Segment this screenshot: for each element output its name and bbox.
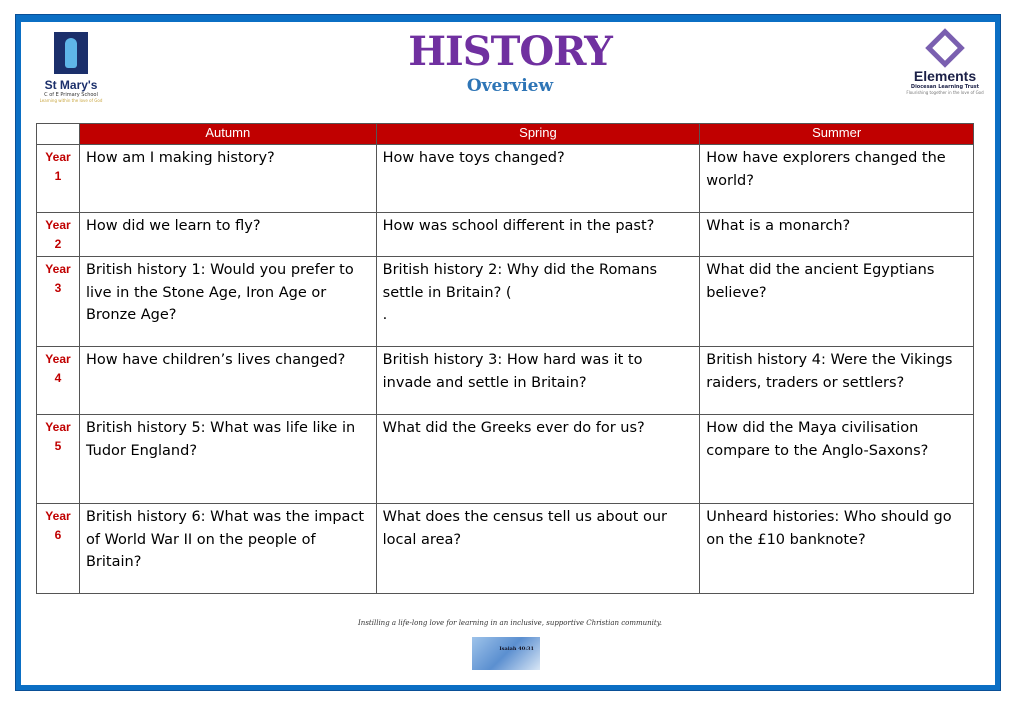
curriculum-table [36,123,974,594]
year-label: Year 5 [37,415,80,504]
topic-cell: British history 1: Would you prefer to live in the Stone Age, Iron Age or Bronze Age? [79,257,376,347]
topic-cell: What is a monarch? [700,213,974,257]
topic-cell: What did the ancient Egyptians believe? [700,257,974,347]
topic-cell: What does the census tell us about our local area? [376,504,700,594]
topic-cell: What did the Greeks ever do for us? [376,415,700,504]
page-subtitle: Overview [466,76,554,96]
trust-logo [905,30,985,95]
topic-cell: How have children’s lives changed? [79,347,376,415]
topic-cell: How did we learn to fly? [79,213,376,257]
topic-cell: British history 4: Were the Vikings raiders, traders or settlers? [700,347,974,415]
topic-cell: British history 2: Why did the Romans settle in Britain? ( . [376,257,700,347]
topic-cell: How was school different in the past? [376,213,700,257]
year-label: Year 2 [37,213,80,257]
year-label: Year 3 [37,257,80,347]
topic-cell: How did the Maya civilisation compare to the Anglo-Saxons? [700,415,974,504]
school-tagline: Learning within the love of God [39,98,103,103]
column-header: Spring [376,124,700,145]
page-title: HISTORY [408,28,612,75]
verse-image: Isaiah 40:31 [472,637,540,670]
year-label: Year 1 [37,145,80,213]
trust-tagline: Flourishing together in the love of God [906,90,984,95]
topic-cell: How have explorers changed the world? [700,145,974,213]
table-row [37,347,974,415]
table-row [37,213,974,257]
topic-cell: How have toys changed? [376,145,700,213]
school-subtitle: C of E Primary School [44,92,98,98]
trust-name: Elements [913,68,977,84]
column-header: Autumn [79,124,376,145]
topic-cell: How am I making history? [79,145,376,213]
table-row [37,504,974,594]
school-motto: Instilling a life-long love for learning in an inclusive, supportive Christian community. [358,619,662,627]
corner-cell [37,124,80,145]
table-row [37,145,974,213]
table-row [37,415,974,504]
school-name: St Mary's [44,78,98,92]
topic-cell: British history 6: What was the impact of World War II on the people of Britain? [79,504,376,594]
column-header: Summer [700,124,974,145]
topic-cell: British history 5: What was life like in Tudor England? [79,415,376,504]
topic-cell: Unheard histories: Who should go on the £10 banknote? [700,504,974,594]
table-row [37,257,974,347]
trust-subtitle: Diocesan Learning Trust [910,84,980,90]
diamond-icon [925,28,965,68]
topic-cell: British history 3: How hard was it to invade and settle in Britain? [376,347,700,415]
year-label: Year 4 [37,347,80,415]
year-label: Year 6 [37,504,80,594]
